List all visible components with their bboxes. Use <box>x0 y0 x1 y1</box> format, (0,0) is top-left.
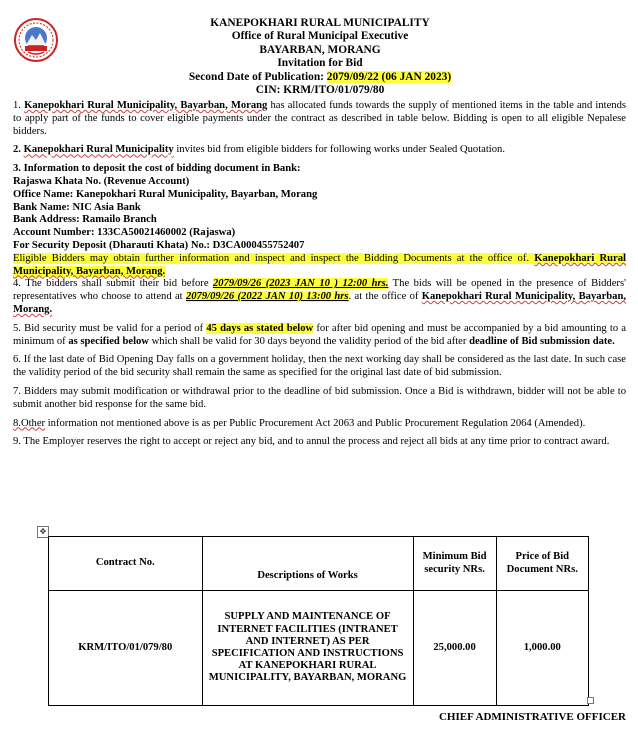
validity-days: 45 days as stated below <box>206 322 314 334</box>
bank-name: Bank Name: NIC Asia Bank <box>13 201 141 213</box>
paragraph-6: 6. If the last date of Bid Opening Day falls on a government holiday, then the next working day shall be considered as the last date. In such case the validity period of the bid security shall remain the same as specified for the original last date of bid submission. <box>13 354 626 379</box>
header-bid-security: Minimum Bid security NRs. <box>413 537 496 591</box>
contract-table <box>48 536 589 706</box>
revenue-account: Rajaswa Khata No. (Revenue Account) <box>13 175 190 187</box>
bank-information <box>13 163 626 278</box>
table-header-row <box>49 537 589 591</box>
publication-date-line: Second Date of Publication: 2079/09/22 (06 JAN 2023) <box>188 70 452 83</box>
paragraph-8: 8.Other information not mentioned above is as per Public Procurement Act 2063 and Public Procurement Regulation 2064 (Amended). <box>13 417 586 429</box>
security-deposit-account: For Security Deposit (Dharauti Khata) No.: D3CA000455752407 <box>13 239 305 251</box>
table-row <box>49 591 589 706</box>
paragraph-7: 7. Bidders may submit modification or withdrawal prior to the deadline of bid submission. Once a Bid is withdrawn, bidder will not be able to submit another bid response for the same bid. <box>13 385 626 410</box>
submission-deadline: 2079/09/26 (2023 JAN 10 ) 12:00 hrs. <box>213 278 389 290</box>
notice-title: Invitation for Bid <box>277 57 363 70</box>
cell-bid-security: 25,000.00 <box>413 591 496 706</box>
cell-contract-no: KRM/ITO/01/079/80 <box>49 591 203 706</box>
eligible-bidders-note: Eligible Bidders may obtain further information and inspect and inspect the Bidding Documents at the office of. Kanepokhari Rural Municipality, Bayarban, Morang. <box>13 252 626 277</box>
cell-document-price: 1,000.00 <box>496 591 588 706</box>
paragraph-5: 5. Bid security must be valid for a period of 45 days as stated below for after bid opening and must be accompanied by a bid amounting to a minimum of as specified below which shall be valid for 30 days beyond the validity period of the bid after deadline of Bid submission date. <box>13 322 626 347</box>
header-bid-document-price: Price of Bid Document NRs. <box>496 537 588 591</box>
signature-title: CHIEF ADMINISTRATIVE OFFICER <box>438 711 626 723</box>
paragraph-2: 2. Kanepokhari Rural Municipality invites bid from eligible bidders for following works under Sealed Quotation. <box>13 144 505 156</box>
bank-address: Bank Address: Ramailo Branch <box>13 214 157 226</box>
opening-datetime: 2079/09/26 (2022 JAN 10) 13:00 hrs <box>185 291 349 303</box>
account-number: Account Number: 133CA50021460002 (Rajaswa) <box>13 227 236 239</box>
office-location: BAYARBAN, MORANG <box>259 43 381 56</box>
paragraph-4: 4. The bidders shall submit their bid before 2079/09/26 (2023 JAN 10 ) 12:00 hrs. The bids will be opened in the presence of Bidders' representatives who choose to attend at 2079/09/26 (2022 JAN 10) 13:00 hrs. at the office of Kanepokhari Rural Municipality, Bayarban, Morang. <box>13 278 626 315</box>
notice-header <box>110 17 530 97</box>
bank-office-name: Office Name: Kanepokhari Rural Municipality, Bayarban, Morang <box>13 188 318 200</box>
header-contract-no: Contract No. <box>49 537 203 591</box>
header-descriptions: Descriptions of Works <box>202 537 413 591</box>
bank-heading: 3. Information to deposit the cost of bidding document in Bank: <box>13 163 301 175</box>
cin-line: CIN: KRM/ITO/01/079/80 <box>255 84 385 97</box>
table-resize-handle[interactable] <box>587 697 594 704</box>
municipality-name: KANEPOKHARI RURAL MUNICIPALITY <box>210 17 430 29</box>
nepal-emblem-icon <box>14 18 58 62</box>
office-name: Office of Rural Municipal Executive <box>231 30 409 43</box>
notice-body <box>13 100 626 455</box>
table-move-icon[interactable]: ✥ <box>37 526 49 538</box>
publication-date: 2079/09/22 (06 JAN 2023) <box>326 70 452 83</box>
paragraph-9: 9. The Employer reserves the right to accept or reject any bid, and to annul the process and reject all bids at any time prior to contract award. <box>13 436 610 448</box>
paragraph-1: 1. Kanepokhari Rural Municipality, Bayarban, Morang has allocated funds towards the supply of mentioned items in the table and intends to apply part of the funds to cover eligible payments under the contract as described in table below. Bidding is open to all eligible Nepalese bidders. <box>13 100 626 137</box>
cell-description: SUPPLY AND MAINTENANCE OF INTERNET FACILITIES (INTRANET AND INTERNET) AS PER SPECIFICATION AND INSTRUCTIONS AT KANEPOKHARI RURAL MUNICIPALITY, BAYARBAN, MORANG <box>202 591 413 706</box>
